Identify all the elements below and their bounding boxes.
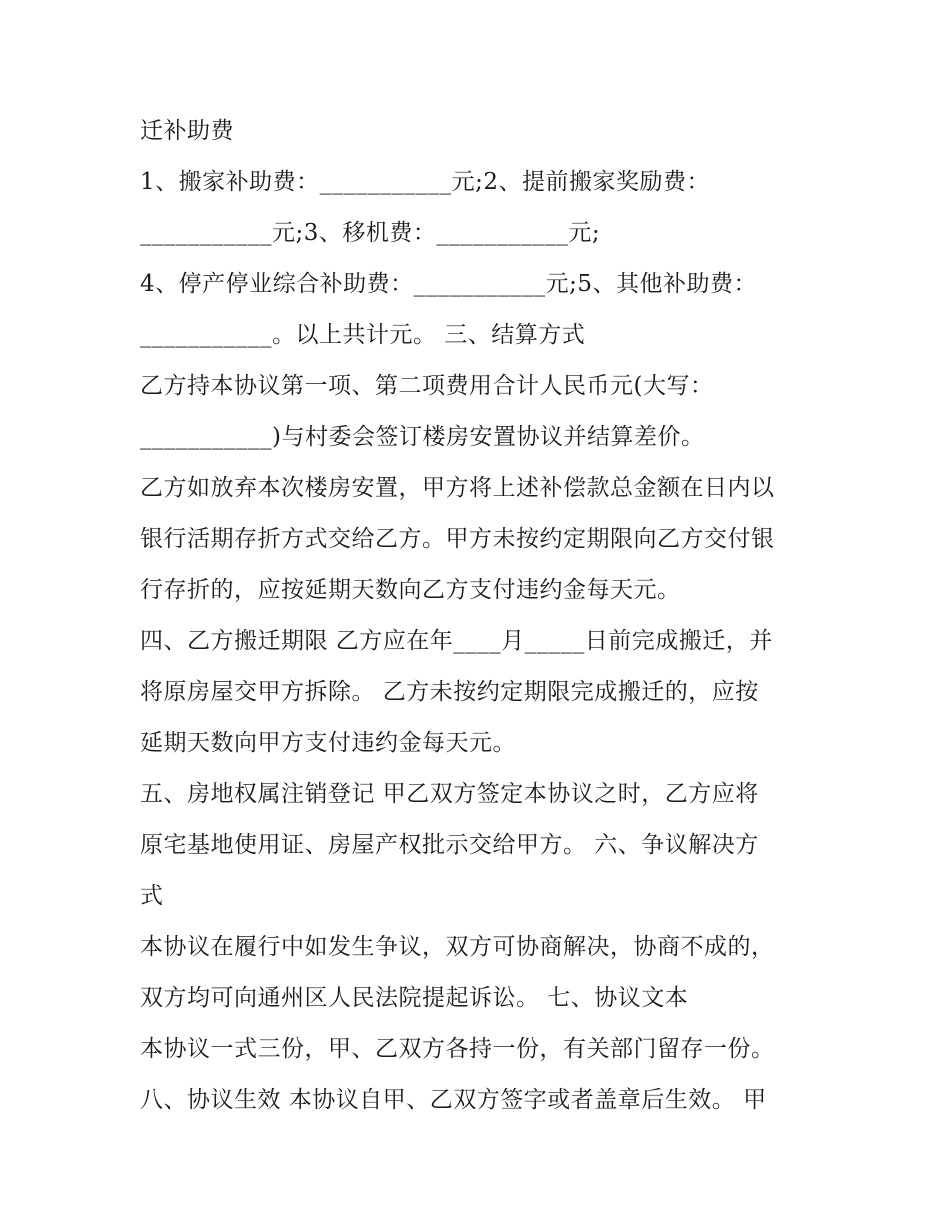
text-line: 乙方持本协议第一项、第二项费用合计人民币元(大写： bbox=[140, 373, 714, 399]
text-line: 本协议在履行中如发生争议，双方可协商解决，协商不成的， bbox=[140, 934, 775, 960]
text-line: 银行活期存折方式交给乙方。甲方未按约定期限向乙方交付银 bbox=[140, 526, 775, 552]
text-line: 乙方如放弃本次楼房安置，甲方将上述补偿款总金额在日内以 bbox=[140, 475, 775, 501]
text-line: 四、乙方搬迁期限 乙方应在年____月_____日前完成搬迁，并 bbox=[140, 628, 773, 654]
text-line: 五、房地权属注销登记 甲乙双方签定本协议之时，乙方应将 bbox=[140, 781, 759, 807]
text-line: 迁补助费 bbox=[140, 118, 234, 144]
text-line: 本协议一式三份，甲、乙双方各持一份，有关部门留存一份。 bbox=[140, 1036, 775, 1062]
text-line: 4、停产停业综合补助费：___________元;5、其他补助费： bbox=[140, 271, 758, 297]
text-line: 八、协议生效 本协议自甲、乙双方签字或者盖章后生效。 甲 bbox=[140, 1087, 767, 1113]
text-line: 原宅基地使用证、房屋产权批示交给甲方。 六、争议解决方 bbox=[140, 832, 759, 858]
text-line: ___________。以上共计元。 三、结算方式 bbox=[140, 322, 586, 348]
text-line: ___________元;3、移机费：___________元; bbox=[140, 220, 601, 246]
document-body bbox=[140, 106, 820, 1126]
text-line: 双方均可向通州区人民法院提起诉讼。 七、协议文本 bbox=[140, 985, 689, 1011]
text-line: ___________)与村委会签订楼房安置协议并结算差价。 bbox=[140, 424, 705, 450]
text-line: 延期天数向甲方支付违约金每天元。 bbox=[140, 730, 516, 756]
text-line: 将原房屋交甲方拆除。 乙方未按约定期限完成搬迁的，应按 bbox=[140, 679, 759, 705]
text-line: 式 bbox=[140, 883, 164, 909]
text-line: 1、搬家补助费：___________元;2、提前搬家奖励费： bbox=[140, 169, 711, 195]
text-line: 行存折的，应按延期天数向乙方支付违约金每天元。 bbox=[140, 577, 681, 603]
